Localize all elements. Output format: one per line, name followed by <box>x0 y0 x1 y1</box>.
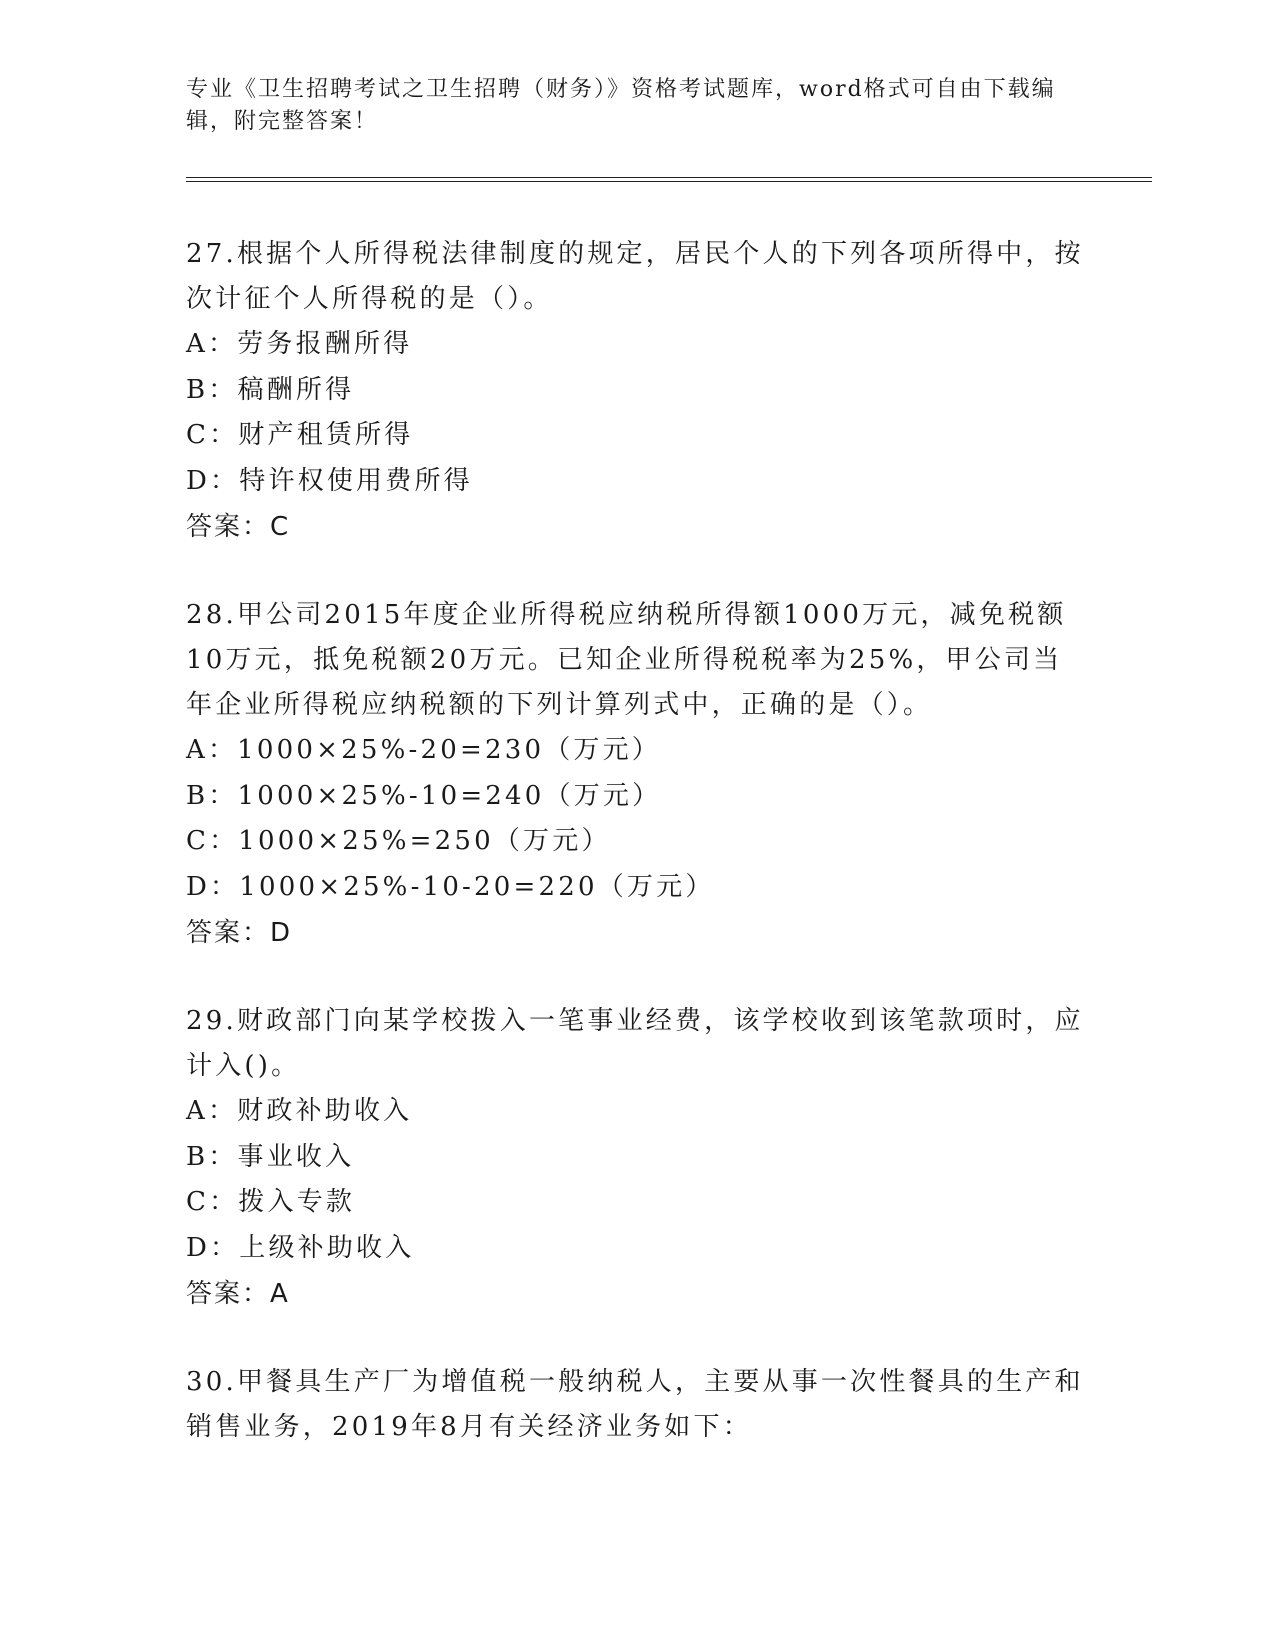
option-a: A：财政补助收入 <box>186 1096 413 1126</box>
option-d: D：上级补助收入 <box>186 1232 415 1263</box>
answer-label: 答案：C <box>186 512 291 542</box>
option-a: A：1000×25%-20=230（万元） <box>186 735 661 765</box>
question-stem: 29.财政部门向某学校拨入一笔事业经费，该学校收到该笔款项时，应计入()。 <box>186 1006 1084 1081</box>
option-d: D：特许权使用费所得 <box>186 465 473 496</box>
header-divider-bottom <box>186 181 1152 182</box>
question-29 <box>186 999 1086 1317</box>
question-stem: 30.甲餐具生产厂为增值税一般纳税人，主要从事一次性餐具的生产和销售业务，2019年8月有关经济业务如下： <box>186 1367 1084 1442</box>
answer-label: 答案：D <box>186 918 293 948</box>
question-stem: 28.甲公司2015年度企业所得税应纳税所得额1000万元，减免税额10万元，抵免税额20万元。已知企业所得税税率为25%，甲公司当年企业所得税应纳税额的下列计算列式中，正确的是（）。 <box>186 600 1067 720</box>
option-b: B：稿酬所得 <box>186 374 355 405</box>
document-header: 专业《卫生招聘考试之卫生招聘（财务）》资格考试题库，word格式可自由下载编辑，附完整答案！ <box>186 77 1056 134</box>
question-stem: 27.根据个人所得税法律制度的规定，居民个人的下列各项所得中，按次计征个人所得税的是（）。 <box>186 239 1084 314</box>
option-c: C：拨入专款 <box>186 1187 356 1217</box>
answer-label: 答案：A <box>186 1279 290 1309</box>
question-list <box>186 232 1086 1493</box>
option-b: B：1000×25%-10=240（万元） <box>186 780 662 811</box>
question-28 <box>186 593 1086 956</box>
header-divider-top <box>186 177 1152 178</box>
option-d: D：1000×25%-10-20=220（万元） <box>186 871 715 902</box>
question-30 <box>186 1360 1086 1450</box>
question-27 <box>186 232 1086 550</box>
option-b: B：事业收入 <box>186 1141 355 1172</box>
option-c: C：1000×25%=250（万元） <box>186 826 611 856</box>
option-a: A：劳务报酬所得 <box>186 329 413 359</box>
option-c: C：财产租赁所得 <box>186 420 414 450</box>
